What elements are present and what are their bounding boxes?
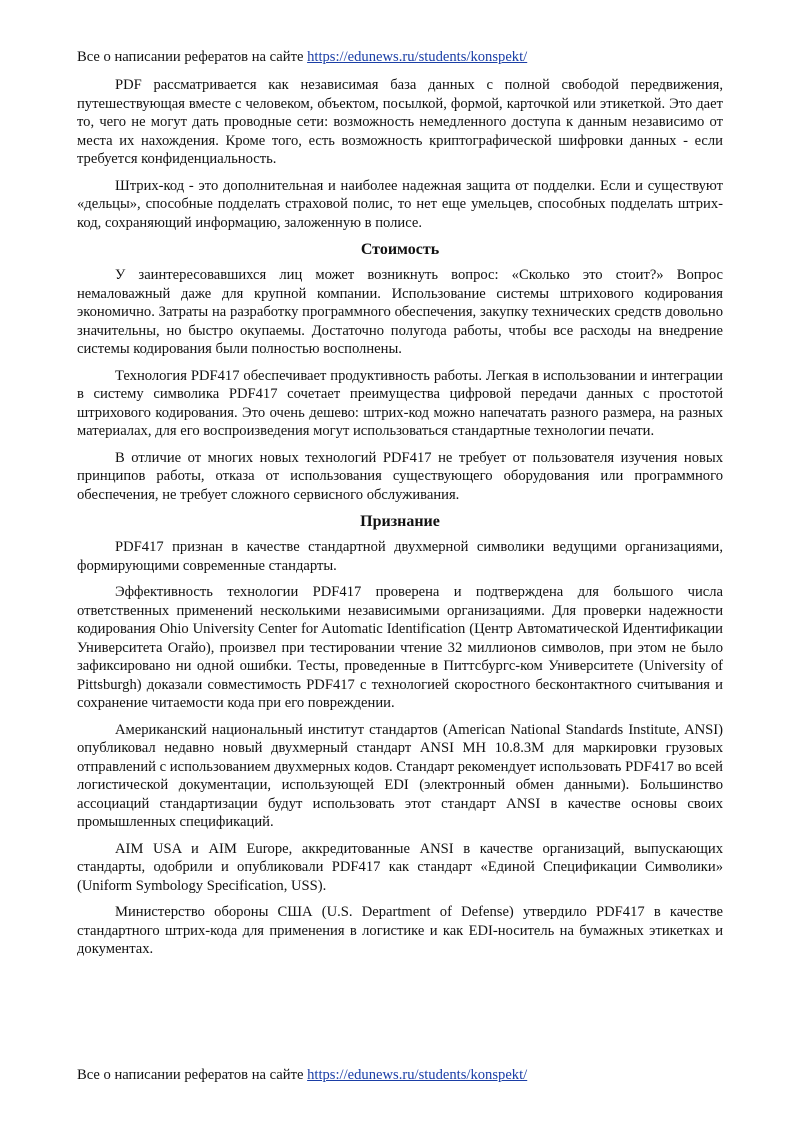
footer-text: Все о написании рефератов на сайте: [77, 1067, 304, 1083]
paragraph: Штрих-код - это дополнительная и наиболее надежная защита от подделки. Если и существуют «дельцы», способные подделать страховой полис, то нет еще умельцев, способных подделать штрих-код, сохраняющий информацию, заложенную в полисе.: [77, 177, 723, 231]
paragraph: В отличие от многих новых технологий PDF417 не требует от пользователя изучения новых принципов работы, отказа от использования существующего оборудования или программного обеспечения, не требует сложного сервисного обслуживания.: [77, 449, 723, 503]
paragraph: У заинтересовавшихся лиц может возникнуть вопрос: «Сколько это стоит?» Вопрос немаловажный даже для крупной компании. Использование системы штрихового кодирования экономично. Затраты на разработку программного обеспечения, закупку технических средств довольно значительны, но быстро окупаемы. Достаточно полугода работы, чтобы все расходы на внедрение системы кодирования были полностью восполнены.: [77, 267, 723, 357]
page-footer: [77, 1066, 527, 1084]
document-body: [77, 76, 723, 967]
paragraph: Технология PDF417 обеспечивает продуктивность работы. Легкая в использовании и интеграции в систему символика PDF417 сочетает преимущества цифровой передачи данных с простотой штрихового кодирования. Это очень дешево: штрих-код можно напечатать разного размера, на разных материалах, для его воспроизведения могут использоваться стандартные технологии печати.: [77, 367, 723, 439]
paragraph: Эффективность технологии PDF417 проверена и подтверждена для большого числа ответственных применений несколькими независимыми организациями. Для проверки надежности кодирования Ohio University Center for Automatic Identification (Центр Автоматической Идентификации Университета Огайо), произвел при тестировании чтение 32 миллионов символов, при этом не было зафиксировано ни одной ошибки. Тесты, проведенные в Питтсбургс-ком Университете (University of Pittsburgh) доказали совместимость PDF417 с технологией скоростного бесконтактного считывания и сохранение читаемости кода при его повреждении.: [77, 584, 723, 711]
section-heading-cost: Стоимость: [360, 241, 440, 258]
paragraph: Министерство обороны США (U.S. Department of Defense) утвердило PDF417 в качестве стандартного штрих-кода для применения в логистике и как EDI-носитель на бумажных этикетках и документах.: [77, 904, 723, 957]
paragraph: Американский национальный институт стандартов (American National Standards Institute, ANSI) опубликовал недавно новый двухмерный стандарт ANSI MH 10.8.3M для маркировки грузовых отправлений с использованием двухмерных кодов. Стандарт рекомендует использовать PDF417 во всей логистической документации, использующей EDI (электронный обмен данными). Большинство ассоциаций стандартизации будут использовать этот стандарт ANSI в качестве основы своих промышленных спецификаций.: [77, 721, 723, 830]
footer-link[interactable]: https://edunews.ru/students/konspekt/: [307, 1067, 528, 1083]
paragraph: PDF рассматривается как независимая база данных с полной свободой передвижения, путешествующая вместе с человеком, объектом, посылкой, формой, карточкой или этикеткой. Это дает то, чего не могут дать проводные сети: возможность немедленного доступа к данным независимо от места их нахождения. Кроме того, есть возможность криптографической шифровки данных - если требуется конфиденциальность.: [77, 77, 723, 167]
paragraph: AIM USA и AIM Europe, аккредитованные ANSI в качестве организаций, выпускающих стандарты, одобрили и опубликовали PDF417 как стандарт «Единой Спецификации Символики» (Uniform Symbology Specification, USS).: [77, 840, 723, 894]
page-header: [77, 48, 527, 66]
paragraph: PDF417 признан в качестве стандартной двухмерной символики ведущими организациями, формирующими современные стандарты.: [77, 539, 723, 574]
header-text: Все о написании рефератов на сайте: [77, 49, 304, 65]
header-link[interactable]: https://edunews.ru/students/konspekt/: [307, 49, 528, 65]
section-heading-recognition: Признание: [360, 513, 440, 530]
